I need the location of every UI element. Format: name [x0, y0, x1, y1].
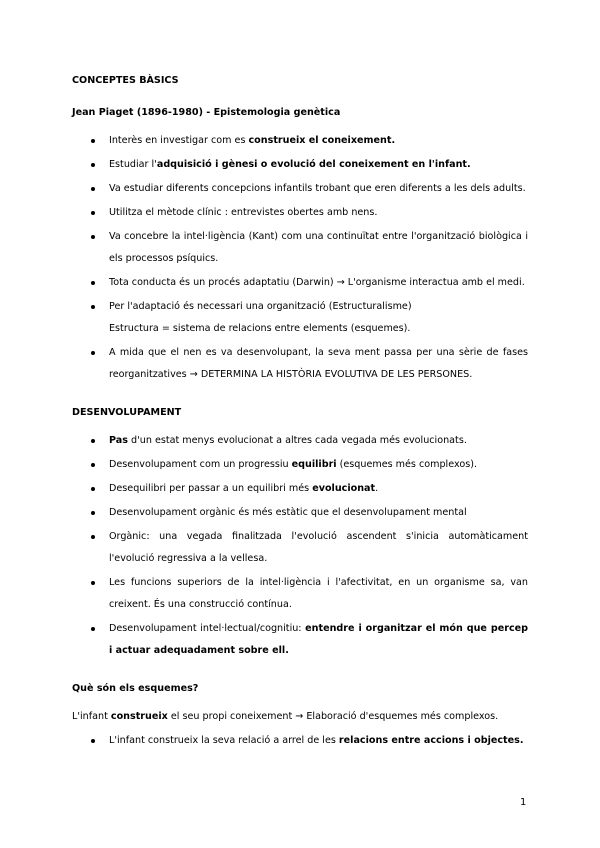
section-title-desenvolupament: DESENVOLUPAMENT	[72, 407, 182, 418]
section-title-conceptes: CONCEPTES BÀSICS	[72, 75, 179, 86]
list-item: Desenvolupament com un progressiu equilibri (esquemes més complexos).	[72, 454, 528, 476]
list-item: Desequilibri per passar a un equilibri més evolucionat.	[72, 478, 528, 500]
list-item: Desenvolupament intel·lectual/cognitiu: entendre i organitzar el món que percep i actuar adequadament sobre ell.	[72, 618, 528, 662]
list-item: L'infant construeix la seva relació a arrel de les relacions entre accions i objectes.	[72, 730, 528, 752]
list-item: Utilitza el mètode clínic : entrevistes obertes amb nens.	[72, 202, 528, 224]
list-item: Va estudiar diferents concepcions infantils trobant que eren diferents a les dels adults.	[72, 178, 528, 200]
list-conceptes	[72, 130, 528, 386]
list-esquemes	[72, 730, 528, 752]
subtitle-piaget: Jean Piaget (1896-1980) - Epistemologia genètica	[72, 107, 341, 118]
list-item: Per l'adaptació és necessari una organització (Estructuralisme) Estructura = sistema de relacions entre elements (esquemes).	[72, 296, 528, 340]
page-number: 1	[520, 797, 527, 808]
list-item: Interès en investigar com es construeix el coneixement.	[72, 130, 528, 152]
document-page	[72, 70, 528, 754]
list-item: Tota conducta és un procés adaptatiu (Darwin) → L'organisme interactua amb el medi.	[72, 272, 528, 294]
list-item: Va concebre la intel·ligència (Kant) com una continuïtat entre l'organització biològica i els processos psíquics.	[72, 226, 528, 270]
list-item: A mida que el nen es va desenvolupant, la seva ment passa per una sèrie de fases reorganitzatives → DETERMINA LA HISTÒRIA EVOLUTIVA DE LES PERSONES.	[72, 342, 528, 386]
list-item: Les funcions superiors de la intel·ligència i l'afectivitat, en un organisme sa, van creixent. És una construcció contínua.	[72, 572, 528, 616]
list-item: Orgànic: una vegada finalitzada l'evolució ascendent s'inicia automàticament l'evolució regressiva a la vellesa.	[72, 526, 528, 570]
list-desenvolupament	[72, 430, 528, 662]
list-item: Desenvolupament orgànic és més estàtic que el desenvolupament mental	[72, 502, 528, 524]
section-title-esquemes: Què són els esquemes?	[72, 683, 199, 694]
list-item: Pas d'un estat menys evolucionat a altres cada vegada més evolucionats.	[72, 430, 528, 452]
list-item: Estudiar l'adquisició i gènesi o evolució del coneixement en l'infant.	[72, 154, 528, 176]
esquemes-intro: L'infant construeix el seu propi coneixement → Elaboració d'esquemes més complexos.	[72, 711, 499, 722]
